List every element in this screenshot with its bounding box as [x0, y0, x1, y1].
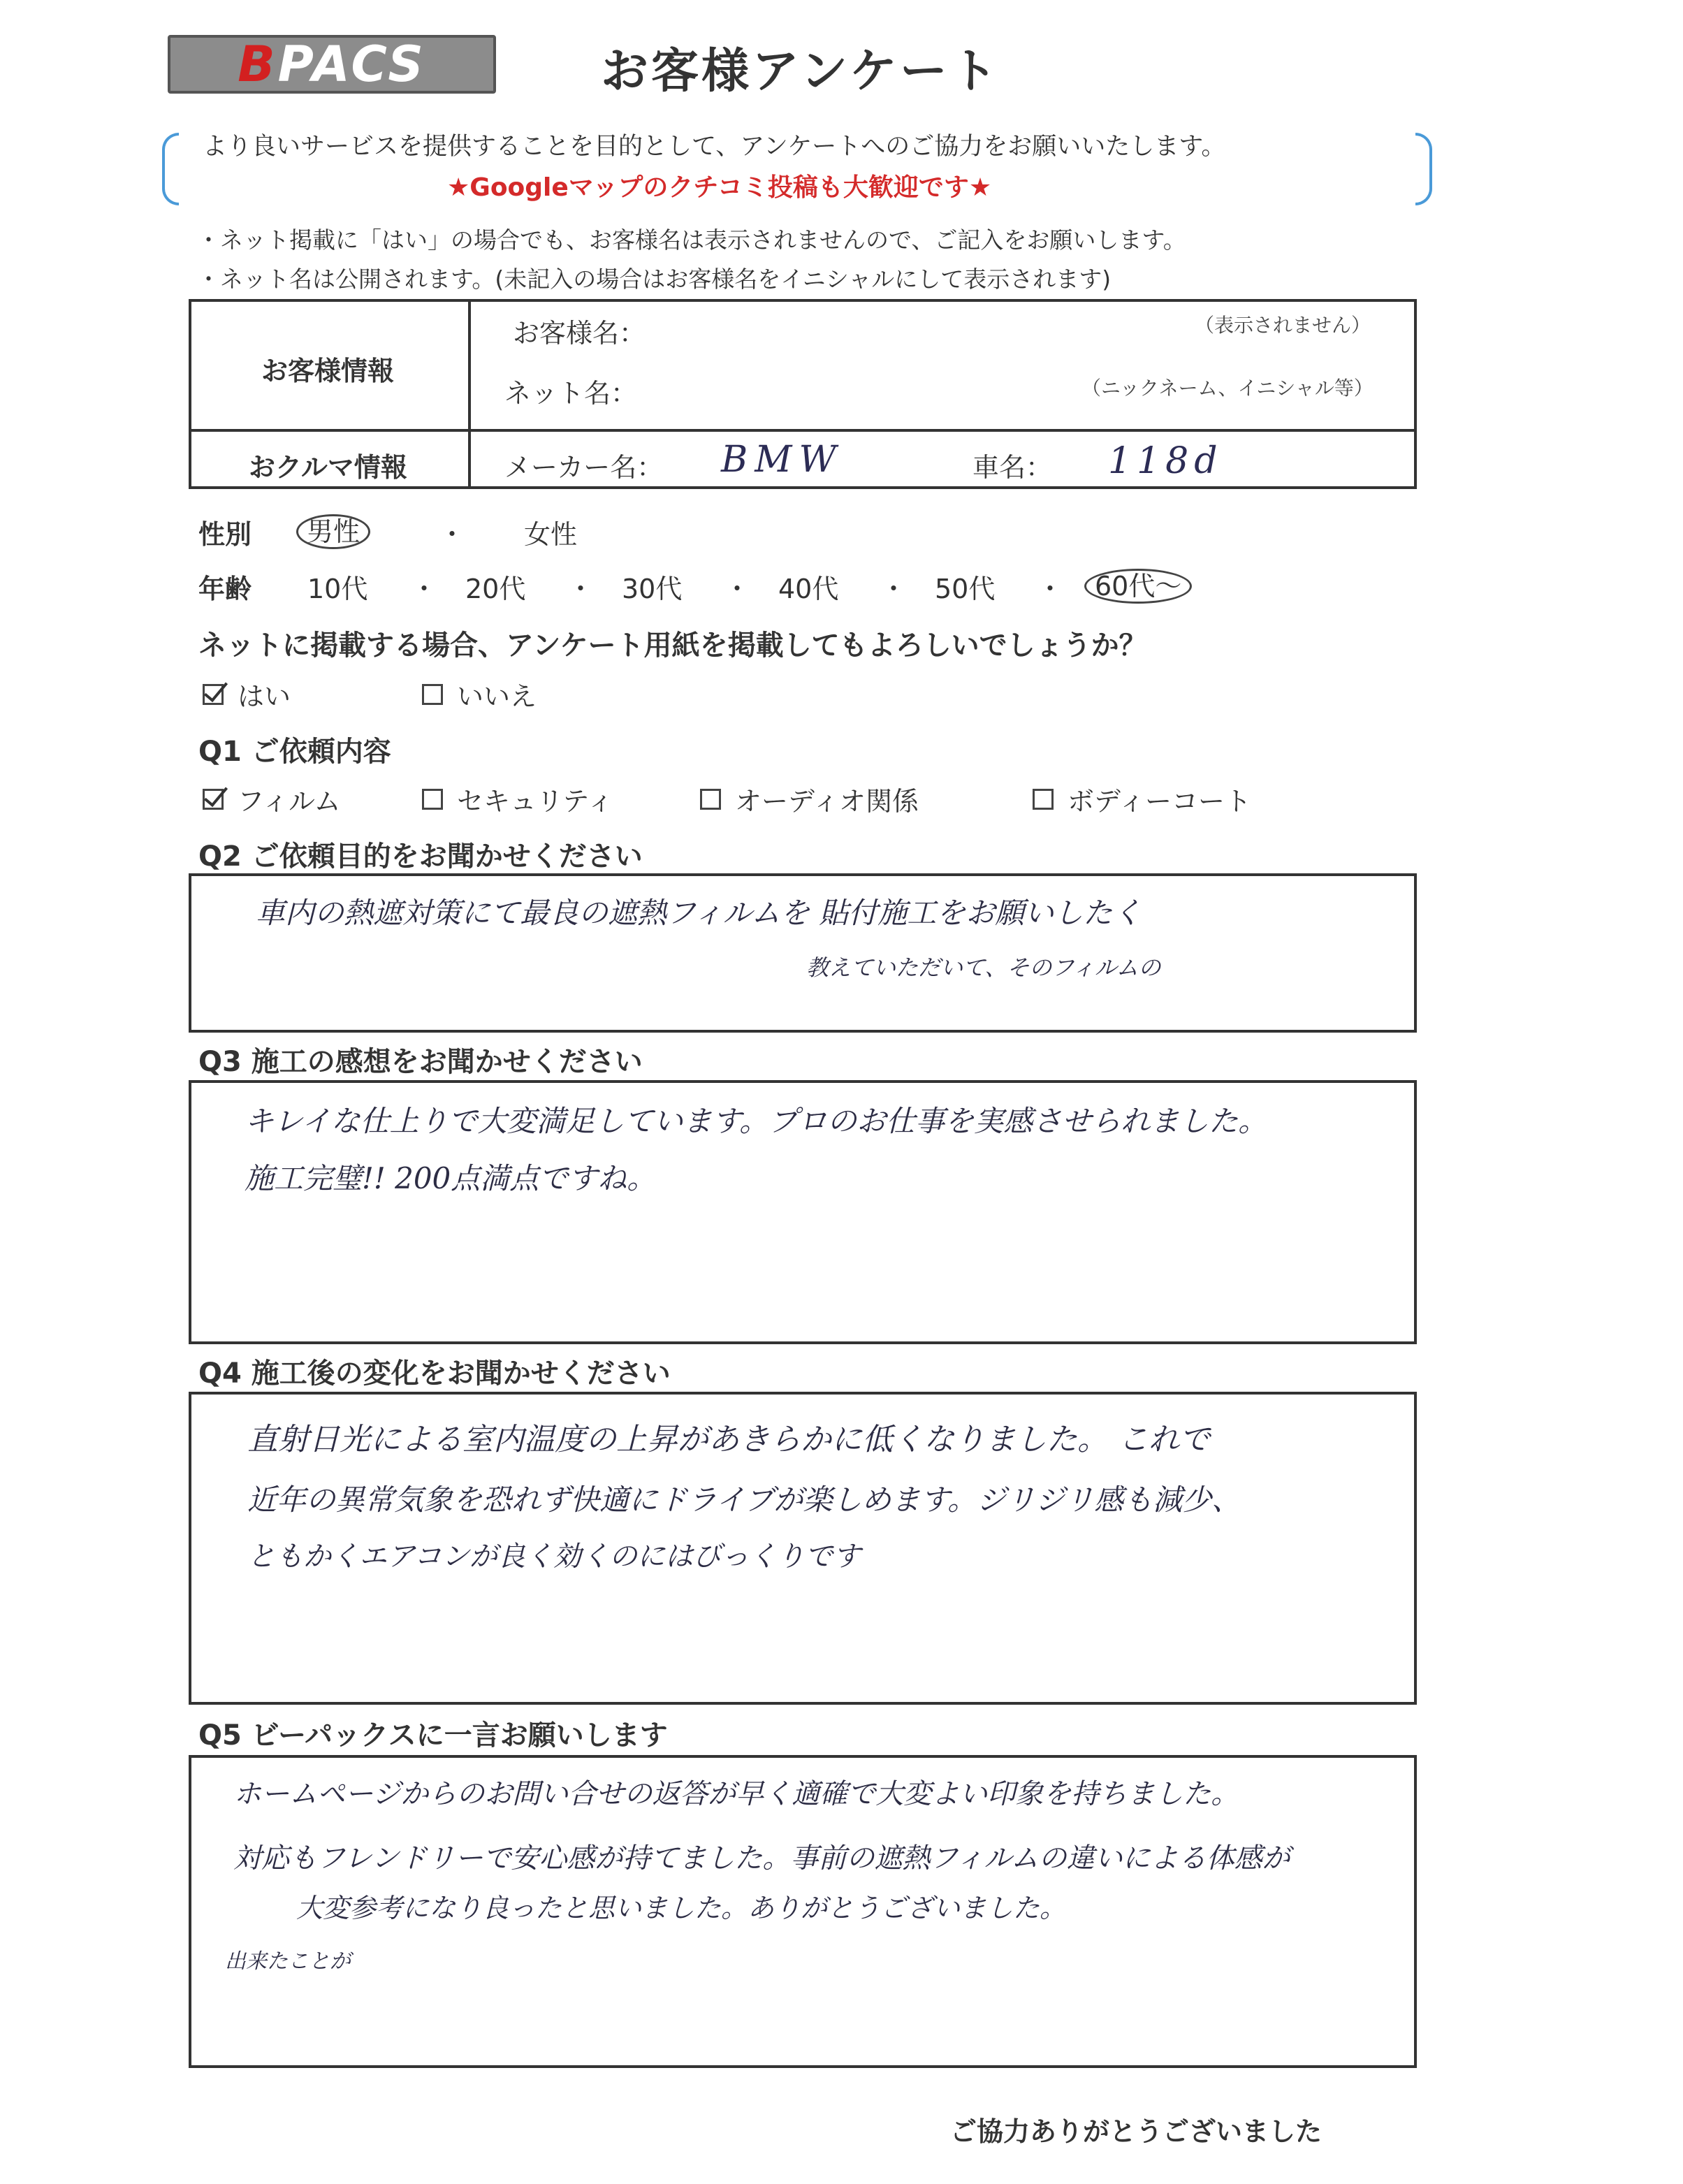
gender-option-female[interactable]: 女性: [524, 519, 578, 550]
separator-dot: ・: [439, 519, 466, 550]
separator-dot: ・: [411, 574, 438, 604]
page-title: お客様アンケート: [601, 44, 1000, 99]
intro-text: より良いサービスを提供することを目的として、アンケートへのご協力をお願いいたします。: [203, 133, 1226, 161]
logo-text: BPACS: [238, 36, 426, 93]
car-info-label: おクルマ情報: [249, 452, 407, 483]
q1-option-audio[interactable]: [700, 780, 919, 818]
publish-yes-label: はい: [238, 681, 291, 712]
intro-bracket-right: [1415, 133, 1432, 205]
customer-info-label: お客様情報: [261, 356, 395, 386]
q4-answer-line-2: 近年の異常気象を恐れず快適にドライブが楽しめます。ジリジリ感も減少、: [247, 1483, 1241, 1517]
note-1: ・ネット掲載に「はい」の場合でも、お客様名は表示されませんので、ご記入をお願いします。: [197, 226, 1186, 254]
separator-dot: ・: [724, 574, 751, 604]
checkbox-empty-icon[interactable]: [422, 684, 443, 705]
gender-option-male[interactable]: [296, 510, 370, 548]
google-review-note: ★Googleマップのクチコミ投稿も大歓迎です★: [447, 173, 992, 202]
q3-answer-line-1: キレイな仕上りで大変満足しています。プロのお仕事を実感させられました。: [245, 1104, 1268, 1138]
q4-answer-line-1: 直射日光による室内温度の上昇があきらかに低くなりました。 これで: [247, 1422, 1210, 1457]
note-2: ・ネット名は公開されます。(未記入の場合はお客様名をイニシャルにして表示されます): [197, 265, 1112, 293]
q1-film-label: フィルム: [238, 786, 341, 817]
maker-label: メーカー名：: [504, 452, 664, 483]
customer-name-label: お客様名：: [513, 318, 646, 349]
age-option-50s[interactable]: 50代: [935, 574, 996, 604]
q1-audio-label: オーディオ関係: [735, 786, 919, 817]
separator-dot: ・: [567, 574, 595, 604]
q5-answer-line-1: ホームページからのお問い合せの返答が早く適確で大変よい印象を持ちました。: [233, 1778, 1239, 1810]
checkbox-empty-icon[interactable]: [1033, 789, 1054, 810]
age-60s-text: 60代～: [1084, 569, 1192, 604]
q1-option-body-coat[interactable]: [1033, 780, 1251, 818]
closing-thanks: ご協力ありがとうございました: [950, 2116, 1323, 2147]
bpacs-logo: [168, 35, 496, 94]
gender-male-text: 男性: [296, 514, 370, 549]
q2-answer-box[interactable]: [189, 873, 1417, 1033]
q1-title: Q1 ご依頼内容: [198, 736, 391, 768]
q4-answer-line-3: ともかくエアコンが良く効くのにはびっくりです: [247, 1541, 861, 1573]
customer-name-hint: （表示されません）: [1195, 314, 1371, 337]
q2-answer-line: 車内の熱遮対策にて最良の遮熱フィルムを 貼付施工をお願いしたく: [256, 896, 1142, 930]
age-option-40s[interactable]: 40代: [778, 574, 839, 604]
checkbox-empty-icon[interactable]: [700, 789, 721, 810]
maker-value: BMW: [721, 439, 843, 481]
car-name-label: 車名：: [972, 452, 1053, 483]
q4-title: Q4 施工後の変化をお聞かせください: [198, 1357, 671, 1390]
age-label: 年齢: [198, 574, 252, 604]
q5-insertion: 出来たことが: [225, 1949, 351, 1974]
checkbox-checked-icon[interactable]: [203, 789, 224, 810]
q5-answer-line-3: 大変参考になり良ったと思いました。ありがとうございました。: [296, 1893, 1067, 1923]
q1-body-coat-label: ボディーコート: [1068, 786, 1251, 817]
q3-title: Q3 施工の感想をお聞かせください: [198, 1046, 643, 1078]
checkbox-empty-icon[interactable]: [422, 789, 443, 810]
q5-answer-box[interactable]: [189, 1755, 1417, 2068]
age-option-30s[interactable]: 30代: [622, 574, 683, 604]
net-name-label: ネット名：: [504, 378, 638, 409]
intro-bracket-left: [162, 133, 179, 205]
q5-answer-line-2: 対応もフレンドリーで安心感が持てました。事前の遮熱フィルムの違いによる体感が: [233, 1842, 1290, 1874]
customer-info-table: [189, 299, 1417, 489]
q2-title: Q2 ご依頼目的をお聞かせください: [198, 840, 643, 873]
checkbox-checked-icon[interactable]: [203, 684, 224, 705]
table-divider-horizontal: [191, 429, 1414, 432]
publish-question: ネットに掲載する場合、アンケート用紙を掲載してもよろしいでしょうか？: [198, 629, 1147, 662]
q1-option-film[interactable]: [203, 780, 340, 818]
q2-insertion: 教えていただいて、そのフィルムの: [806, 954, 1161, 981]
publish-option-yes[interactable]: [203, 675, 291, 713]
publish-option-no[interactable]: [422, 675, 537, 713]
table-divider-vertical: [468, 302, 471, 486]
separator-dot: ・: [880, 574, 908, 604]
gender-label: 性別: [198, 519, 252, 550]
age-option-20s[interactable]: 20代: [465, 574, 526, 604]
age-option-60s-plus[interactable]: [1084, 565, 1192, 603]
q5-title: Q5 ビーパックスに一言お願いします: [198, 1719, 668, 1752]
q1-security-label: セキュリティ: [457, 786, 614, 817]
q3-answer-line-2: 施工完璧!! 200点満点ですね。: [245, 1161, 657, 1195]
q3-answer-box[interactable]: [189, 1080, 1417, 1344]
q1-option-security[interactable]: [422, 780, 613, 818]
publish-no-label: いいえ: [457, 681, 537, 712]
q4-answer-box[interactable]: [189, 1392, 1417, 1705]
separator-dot: ・: [1037, 574, 1064, 604]
age-option-10s[interactable]: 10代: [307, 574, 368, 604]
net-name-hint: （ニックネーム、イニシャル等）: [1081, 377, 1374, 400]
car-name-value: 118d: [1108, 440, 1223, 482]
